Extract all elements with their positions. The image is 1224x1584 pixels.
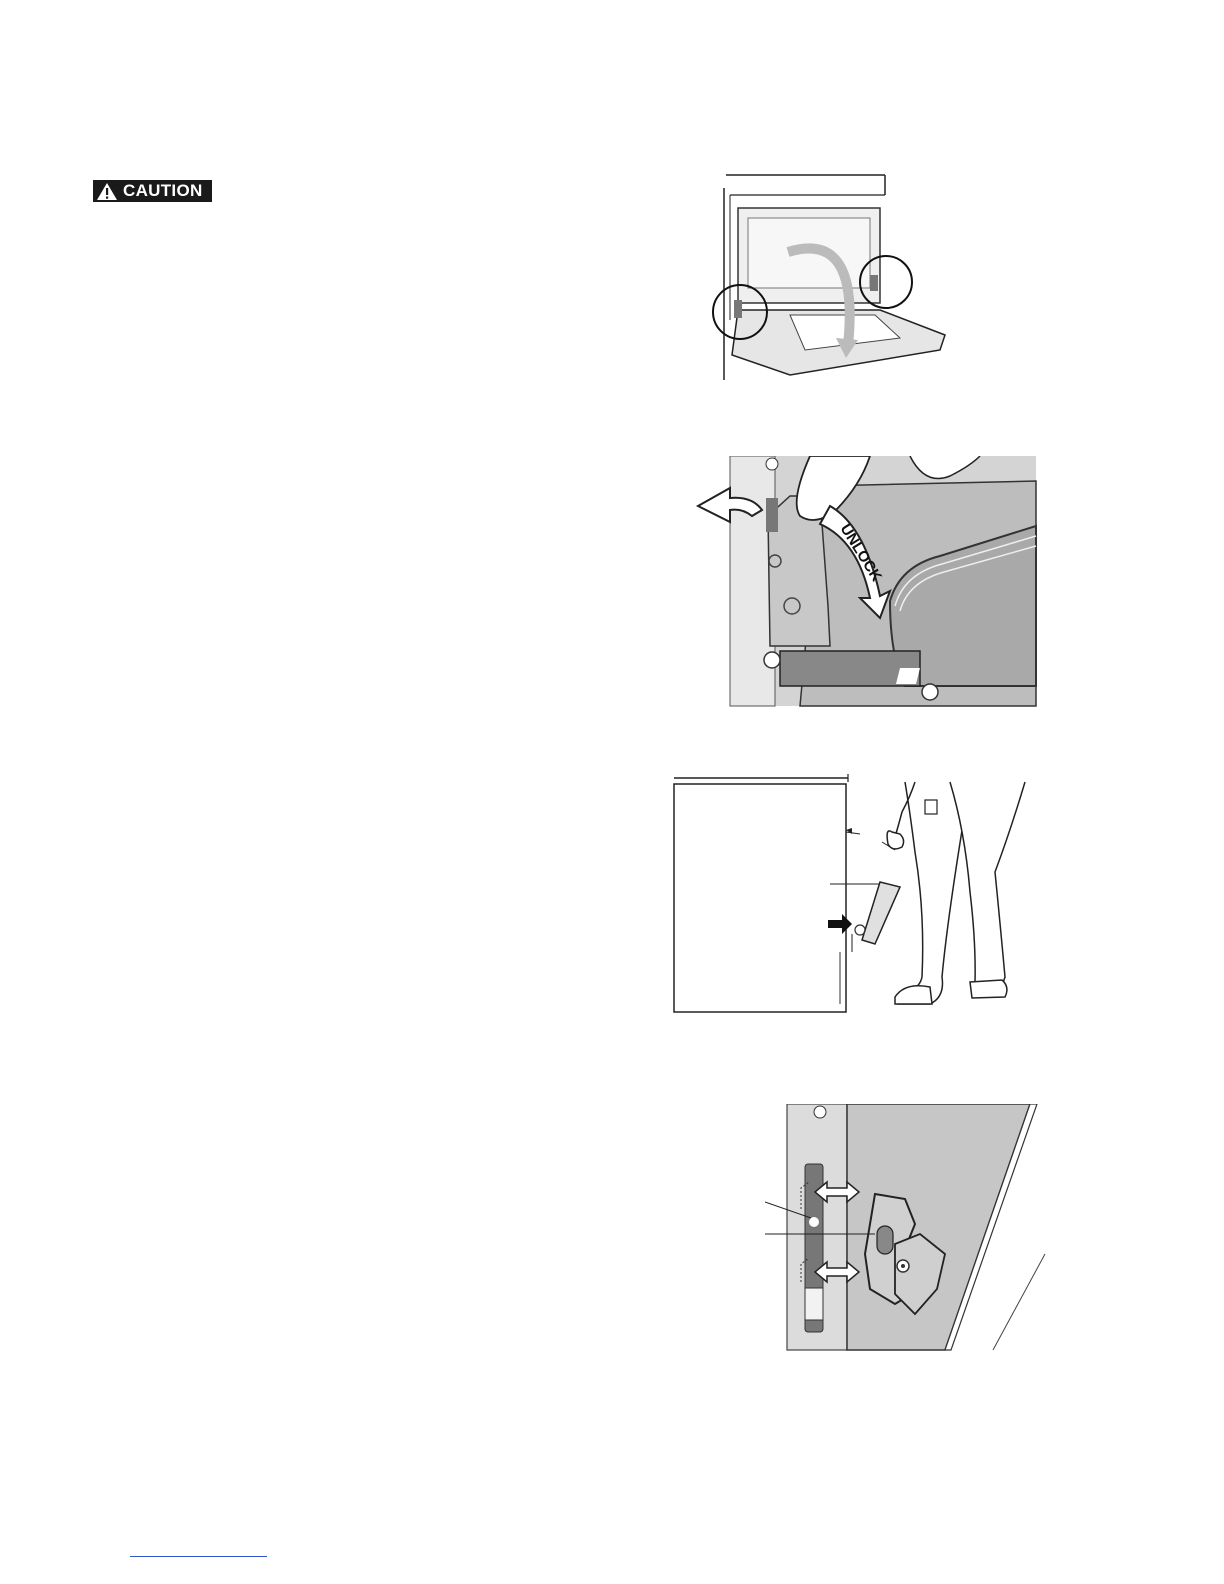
door-removal-illustration — [670, 772, 1035, 1017]
hinge-unlock-illustration — [690, 456, 1040, 708]
caution-label: CAUTION — [123, 181, 203, 200]
footer-link-underline[interactable] — [130, 1556, 267, 1557]
hinge-slot-illustration — [765, 1104, 1050, 1352]
caution-badge — [93, 180, 212, 202]
unlock-arrow-label: UNLOCK — [836, 521, 886, 585]
oven-door-open-illustration — [700, 170, 960, 385]
warning-triangle-icon — [96, 182, 118, 201]
